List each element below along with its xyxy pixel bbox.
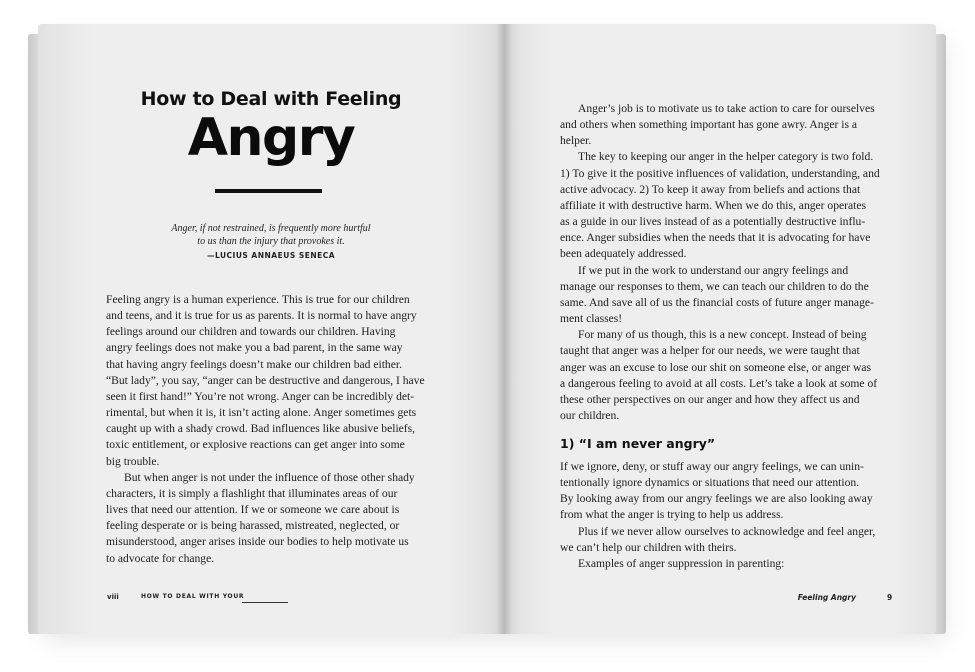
text-line: manage our responses to them, we can teach our children to do the (560, 279, 869, 293)
text-line: If we ignore, deny, or stuff away our angry feelings, we can unin- (560, 460, 864, 473)
page-number-left: viii (107, 593, 119, 601)
text-line: Plus if we never allow ourselves to acknowledge and feel anger, (578, 524, 876, 538)
text-line: tentionally ignore dynamics or situations that need our attention. (560, 476, 860, 490)
epigraph-source: —LUCIUS ANNAEUS SENECA (206, 251, 336, 260)
text-line: as a guide in our lives instead of as a potentially destructive influ- (560, 215, 866, 229)
section-heading: 1) “I am never angry” (560, 436, 716, 451)
title-rule (215, 189, 322, 193)
text-line: same. And save all of us the financial costs of future anger manage- (560, 295, 874, 309)
text-line: But when anger is not under the influence of those other shady (124, 470, 415, 484)
text-line: By looking away from our angry feelings we are also looking away (560, 492, 873, 506)
text-line: Examples of anger suppression in parenting: (578, 556, 785, 570)
text-line: active advocacy. 2) To keep it away from beliefs and actions that (560, 182, 861, 196)
epigraph-line: Anger, if not restrained, is frequently more hurtful (171, 223, 371, 234)
chapter-kicker: How to Deal with Feeling (140, 88, 402, 110)
page-number-right: 9 (887, 593, 893, 602)
chapter-title: Angry (187, 108, 355, 168)
left-body-text (106, 292, 444, 567)
text-line: misunderstood, anger arises inside our bodies to help motivate us (106, 535, 409, 549)
text-line: rimental, but when it is, it isn’t acting alone. Anger sometimes gets (106, 406, 417, 420)
text-line: If we put in the work to understand our angry feelings and (578, 263, 849, 277)
right-body-text-section (560, 459, 900, 572)
text-line: from what the anger is trying to help us address. (560, 508, 784, 522)
text-line: been adequately addressed. (560, 247, 687, 261)
open-book (28, 24, 946, 636)
text-line: and others when something important has gone awry. Anger is a (560, 118, 858, 132)
fill-in-blank-line (242, 602, 288, 603)
book-gutter (496, 24, 512, 634)
epigraph-line: to us than the injury that provokes it. (197, 236, 345, 247)
text-line: we can’t help our children with theirs. (560, 540, 737, 554)
running-head-left: HOW TO DEAL WITH YOUR (141, 593, 245, 600)
text-line: seen it first hand!” You’re not wrong. Anger can be incredibly det- (106, 389, 415, 403)
text-line: anger was an excuse to lose our shit on someone else, or anger was (560, 360, 872, 374)
text-line: For many of us though, this is a new concept. Instead of being (578, 328, 867, 342)
text-line: these other perspectives on our anger and how they affect us and (560, 392, 860, 406)
text-line: affiliate it with destructive harm. When we do this, anger operates (560, 198, 867, 212)
text-line: a dangerous feeling to avoid at all costs. Let’s take a look at some of (560, 376, 878, 390)
text-line: and teens, and it is true for us as parents. It is normal to have angry (106, 309, 417, 323)
left-page (38, 24, 504, 634)
text-line: Anger’s job is to motivate us to take action to care for ourselves (578, 102, 875, 115)
text-line: The key to keeping our anger in the helper category is two fold. (578, 150, 874, 164)
text-line: angry feelings does not make you a bad parent, in the same way (106, 341, 403, 355)
text-line: ence. Anger subsidies when the needs that it is advocating for have (560, 231, 871, 245)
right-page (504, 24, 936, 634)
text-line: toxic entitlement, or explosive reactions can get anger into some (106, 438, 405, 452)
text-line: big trouble. (106, 454, 160, 468)
running-head-right: Feeling Angry (797, 593, 856, 602)
text-line: characters, it is simply a flashlight that illuminates areas of our (106, 486, 398, 500)
text-line: that having angry feelings doesn’t make our children bad either. (106, 357, 402, 371)
text-line: our children. (560, 408, 620, 422)
text-line: taught that anger was a helper for our needs, we were taught that (560, 344, 860, 358)
text-line: 1) To give it the positive influences of validation, understanding, and (560, 166, 880, 180)
epigraph-quote (98, 222, 444, 248)
text-line: ment classes! (560, 312, 623, 326)
text-line: feeling desperate or is being harassed, mistreated, neglected, or (106, 519, 400, 533)
text-line: lives that need our attention. If we or someone we care about is (106, 503, 400, 517)
text-line: helper. (560, 134, 592, 148)
text-line: “But lady”, you say, “anger can be destructive and dangerous, I have (106, 373, 425, 387)
text-line: to advocate for change. (106, 551, 215, 565)
text-line: Feeling angry is a human experience. This is true for our children (106, 293, 410, 306)
text-line: feelings around our children and towards our children. Having (106, 325, 396, 339)
right-body-text (560, 101, 900, 424)
text-line: caught up with a shady crowd. Bad influences like abusive beliefs, (106, 422, 416, 436)
